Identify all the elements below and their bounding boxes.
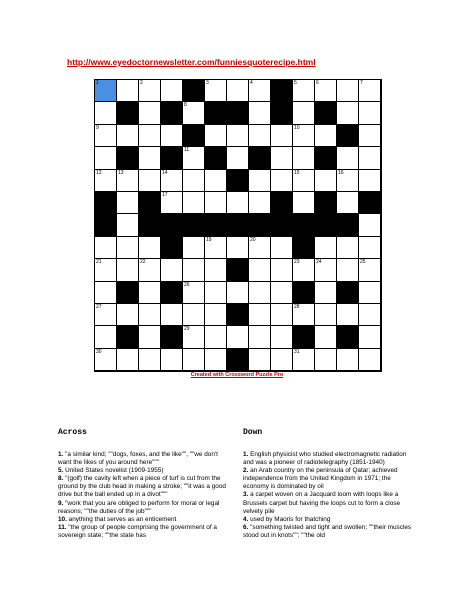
grid-cell[interactable]	[359, 349, 381, 371]
grid-cell[interactable]	[117, 237, 139, 259]
grid-cell[interactable]	[271, 349, 293, 371]
grid-cell[interactable]	[95, 349, 117, 371]
grid-cell[interactable]	[95, 259, 117, 281]
grid-cell[interactable]	[117, 259, 139, 281]
clue-number: 22	[140, 259, 146, 266]
black-square	[359, 192, 381, 214]
clue-number: 2	[140, 80, 143, 86]
across-clue	[58, 516, 228, 524]
grid-cell[interactable]	[205, 326, 227, 348]
grid-cell[interactable]	[95, 102, 117, 124]
black-square	[139, 192, 161, 214]
grid-cell[interactable]	[249, 259, 271, 281]
grid-cell[interactable]	[139, 170, 161, 192]
grid-cell[interactable]	[315, 326, 337, 348]
credit-link[interactable]: Created with Crossword Puzzle Pro	[190, 372, 284, 378]
clue-number: 21	[96, 259, 102, 266]
grid-cell[interactable]	[161, 80, 183, 102]
grid-cell[interactable]	[139, 80, 161, 102]
clue-number: 11	[184, 147, 190, 154]
black-square	[227, 259, 249, 281]
black-square	[293, 282, 315, 304]
grid-cell[interactable]	[337, 192, 359, 214]
grid-cell[interactable]	[95, 125, 117, 147]
down-clue	[243, 451, 415, 467]
grid-cell[interactable]	[359, 170, 381, 192]
grid-cell[interactable]	[337, 147, 359, 169]
down-heading: Down	[243, 428, 263, 437]
black-square	[205, 102, 227, 124]
grid-cell[interactable]	[95, 80, 117, 102]
down-clue	[243, 516, 415, 524]
clue-number: 26	[184, 281, 190, 288]
black-square	[315, 147, 337, 169]
grid-cell[interactable]	[337, 170, 359, 192]
clue-number: 5	[294, 80, 297, 86]
clue-number-label: 4.	[243, 515, 249, 523]
black-square	[161, 326, 183, 348]
black-square	[227, 304, 249, 326]
across-clue	[58, 451, 228, 467]
clue-number: 17	[162, 191, 168, 198]
grid-cell[interactable]	[183, 147, 205, 169]
black-square	[315, 192, 337, 214]
grid-cell[interactable]	[139, 125, 161, 147]
grid-cell[interactable]	[271, 170, 293, 192]
clue-number: 29	[184, 326, 190, 333]
grid-cell[interactable]	[249, 304, 271, 326]
clue-number-label: 6.	[243, 523, 249, 531]
grid-cell[interactable]	[293, 102, 315, 124]
grid-cell[interactable]	[271, 304, 293, 326]
grid-cell[interactable]	[249, 326, 271, 348]
black-square	[183, 80, 205, 102]
grid-cell[interactable]	[315, 304, 337, 326]
clue-number-label: 1.	[243, 451, 249, 458]
clue-text: used by Maoris for thatching	[248, 515, 331, 523]
black-square	[161, 102, 183, 124]
clue-number: 18	[162, 236, 168, 243]
clue-number: 15	[294, 169, 300, 176]
black-square	[315, 102, 337, 124]
black-square	[161, 147, 183, 169]
black-square	[249, 214, 271, 236]
clue-text: English physicist who studied electromagnetic radiation and was a pioneer of radiotelegraphy (1851-1940)	[243, 451, 407, 467]
black-square	[271, 80, 293, 102]
across-heading: Across	[58, 428, 87, 437]
clue-number: 23	[294, 259, 300, 266]
grid-cell[interactable]	[205, 304, 227, 326]
black-square	[161, 237, 183, 259]
across-clues-section	[58, 428, 228, 540]
clue-text: "something twisted and tight and swollen; ""their muscles stood out in knots""; ""the old	[243, 523, 412, 539]
black-square	[315, 214, 337, 236]
clue-number: 31	[294, 348, 300, 355]
grid-cell[interactable]	[95, 170, 117, 192]
clue-number: 4	[250, 80, 253, 86]
grid-cell[interactable]	[183, 237, 205, 259]
grid-cell[interactable]	[205, 192, 227, 214]
across-clue-list	[58, 451, 228, 540]
grid-cell[interactable]	[183, 349, 205, 371]
grid-cell[interactable]	[227, 147, 249, 169]
grid-cell[interactable]	[359, 237, 381, 259]
grid-cell[interactable]	[139, 237, 161, 259]
down-clue-list	[243, 451, 415, 540]
grid-cell[interactable]	[161, 259, 183, 281]
grid-cell[interactable]	[95, 147, 117, 169]
grid-cell[interactable]	[139, 349, 161, 371]
grid-cell[interactable]	[337, 304, 359, 326]
grid-cell[interactable]	[293, 304, 315, 326]
grid-cell[interactable]	[249, 102, 271, 124]
grid-cell[interactable]	[183, 102, 205, 124]
grid-cell[interactable]	[117, 170, 139, 192]
grid-cell[interactable]	[337, 237, 359, 259]
clue-text: a carpet woven on a Jacquard loom with loops like a Brussels carpet but having the loops cut to form a close velvety pile	[243, 491, 401, 515]
grid-cell[interactable]	[315, 80, 337, 102]
clue-number-label: 9.	[58, 499, 64, 507]
grid-cell[interactable]	[139, 147, 161, 169]
black-square	[117, 282, 139, 304]
grid-cell[interactable]	[117, 125, 139, 147]
clue-number: 10	[294, 124, 300, 131]
clue-number: 13	[118, 169, 124, 176]
grid-cell[interactable]	[227, 282, 249, 304]
black-square	[161, 214, 183, 236]
grid-cell[interactable]	[359, 304, 381, 326]
grid-cell[interactable]	[183, 282, 205, 304]
grid-cell[interactable]	[249, 349, 271, 371]
clue-number: 9	[96, 124, 99, 131]
black-square	[95, 214, 117, 236]
black-square	[271, 102, 293, 124]
grid-cell[interactable]	[205, 282, 227, 304]
clue-number: 27	[96, 303, 102, 310]
clue-number: 3	[206, 80, 209, 86]
grid-cell[interactable]	[337, 102, 359, 124]
across-clue	[58, 500, 228, 516]
grid-cell[interactable]	[183, 259, 205, 281]
across-clue	[58, 524, 228, 540]
black-square	[293, 214, 315, 236]
grid-cell[interactable]	[205, 125, 227, 147]
black-square	[117, 326, 139, 348]
grid-cell[interactable]	[161, 304, 183, 326]
grid-cell[interactable]	[139, 259, 161, 281]
grid-cell[interactable]	[117, 304, 139, 326]
black-square	[227, 170, 249, 192]
grid-cell[interactable]	[359, 102, 381, 124]
black-square	[117, 147, 139, 169]
grid-cell[interactable]	[183, 304, 205, 326]
grid-cell[interactable]	[161, 170, 183, 192]
black-square	[271, 214, 293, 236]
grid-cell[interactable]	[337, 349, 359, 371]
clue-text: anything that serves as an enticement	[66, 515, 177, 523]
grid-cell[interactable]	[249, 125, 271, 147]
down-clue	[243, 491, 415, 515]
grid-cell[interactable]	[95, 326, 117, 348]
grid-cell[interactable]	[359, 326, 381, 348]
grid-cell[interactable]	[271, 237, 293, 259]
clue-number-label: 2.	[243, 467, 249, 475]
grid-cell[interactable]	[293, 349, 315, 371]
clue-number: 20	[250, 236, 256, 243]
clue-text: "(golf) the cavity left when a piece of turf is cut from the ground by the club head in making a stroke; ""it was a good drive but the ball ended up in a divot"""	[58, 475, 226, 499]
grid-cell[interactable]	[271, 326, 293, 348]
grid-cell[interactable]	[249, 170, 271, 192]
clue-text: United States novelist (1909-1955)	[63, 467, 164, 475]
grid-cell[interactable]	[205, 170, 227, 192]
black-square	[183, 214, 205, 236]
crossword-grid	[94, 79, 382, 372]
down-clues-section	[243, 428, 415, 540]
down-clue	[243, 524, 415, 540]
grid-cell[interactable]	[95, 237, 117, 259]
grid-cell[interactable]	[161, 125, 183, 147]
grid-cell[interactable]	[139, 102, 161, 124]
grid-cell[interactable]	[293, 80, 315, 102]
grid-cell[interactable]	[227, 326, 249, 348]
grid-cell[interactable]	[337, 259, 359, 281]
clue-text: an Arab country on the peninsula of Qatar; achieved independence from the United Kingdom in 1971; the economy is dominated by oil	[243, 467, 398, 491]
black-square	[205, 147, 227, 169]
black-square	[227, 349, 249, 371]
clue-number: 1	[96, 80, 99, 86]
grid-cell[interactable]	[271, 282, 293, 304]
grid-cell[interactable]	[139, 304, 161, 326]
grid-cell[interactable]	[337, 80, 359, 102]
black-square	[337, 214, 359, 236]
black-square	[249, 147, 271, 169]
grid-cell[interactable]	[117, 192, 139, 214]
grid-cell[interactable]	[227, 237, 249, 259]
grid-cell[interactable]	[271, 125, 293, 147]
grid-cell[interactable]	[205, 237, 227, 259]
black-square	[205, 214, 227, 236]
grid-cell[interactable]	[359, 80, 381, 102]
clue-text: "a similar kind; ""dogs, foxes, and the like"", ""we don't want the likes of you around here"""	[58, 451, 218, 467]
black-square	[337, 282, 359, 304]
clue-number: 28	[294, 303, 300, 310]
black-square	[139, 214, 161, 236]
grid-cell[interactable]	[315, 170, 337, 192]
grid-cell[interactable]	[227, 80, 249, 102]
clue-number-label: 1.	[58, 451, 64, 458]
grid-cell[interactable]	[249, 237, 271, 259]
down-clue	[243, 467, 415, 491]
grid-cell[interactable]	[293, 147, 315, 169]
grid-cell[interactable]	[139, 282, 161, 304]
grid-cell[interactable]	[183, 192, 205, 214]
black-square	[271, 192, 293, 214]
black-square	[161, 282, 183, 304]
grid-cell[interactable]	[205, 80, 227, 102]
source-url-link[interactable]: http://www.eyedoctornewsletter.com/funniesquoterecipe.html	[67, 57, 316, 67]
grid-cell[interactable]	[95, 304, 117, 326]
grid-cell[interactable]	[293, 170, 315, 192]
black-square	[293, 237, 315, 259]
black-square	[337, 125, 359, 147]
grid-cell[interactable]	[359, 282, 381, 304]
grid-cell[interactable]	[315, 282, 337, 304]
grid-cell[interactable]	[183, 326, 205, 348]
clue-number-label: 8.	[58, 475, 64, 483]
grid-cell[interactable]	[161, 349, 183, 371]
grid-cell[interactable]	[359, 214, 381, 236]
grid-cell[interactable]	[183, 170, 205, 192]
black-square	[227, 102, 249, 124]
clue-number: 6	[316, 80, 319, 86]
grid-cell[interactable]	[95, 282, 117, 304]
clue-number: 19	[206, 236, 212, 243]
grid-cell[interactable]	[359, 147, 381, 169]
black-square	[227, 214, 249, 236]
grid-cell[interactable]	[315, 349, 337, 371]
grid-cell[interactable]	[249, 282, 271, 304]
grid-cell[interactable]	[315, 125, 337, 147]
grid-cell[interactable]	[359, 125, 381, 147]
grid-cell[interactable]	[161, 192, 183, 214]
grid-cell[interactable]	[117, 349, 139, 371]
grid-cell[interactable]	[205, 259, 227, 281]
clue-number: 16	[338, 169, 344, 176]
grid-cell[interactable]	[249, 80, 271, 102]
grid-cell[interactable]	[315, 259, 337, 281]
clue-number: 7	[360, 80, 363, 86]
clue-number-label: 5.	[58, 467, 64, 475]
black-square	[337, 326, 359, 348]
grid-cell[interactable]	[139, 326, 161, 348]
clue-number-label: 10.	[58, 515, 67, 523]
grid-cell[interactable]	[227, 125, 249, 147]
black-square	[95, 192, 117, 214]
clue-number: 14	[162, 169, 168, 176]
clue-text: "the group of people comprising the government of a sovereign state; ""the state has	[58, 523, 217, 539]
grid-cell[interactable]	[293, 125, 315, 147]
grid-cell[interactable]	[117, 80, 139, 102]
clue-number: 8	[184, 102, 187, 109]
grid-cell[interactable]	[117, 214, 139, 236]
grid-cell[interactable]	[359, 259, 381, 281]
clue-number: 24	[316, 259, 322, 266]
grid-cell[interactable]	[315, 237, 337, 259]
clue-text: "work that you are obliged to perform for moral or legal reasons; ""the duties of the job"""	[58, 499, 220, 515]
grid-cell[interactable]	[271, 259, 293, 281]
clue-number: 30	[96, 348, 102, 355]
grid-cell[interactable]	[271, 147, 293, 169]
grid-cell[interactable]	[293, 192, 315, 214]
grid-cell[interactable]	[293, 259, 315, 281]
clue-number-label: 3.	[243, 491, 249, 499]
clue-number: 25	[360, 259, 366, 266]
grid-cell[interactable]	[227, 192, 249, 214]
black-square	[293, 326, 315, 348]
across-clue	[58, 467, 228, 475]
grid-cell[interactable]	[205, 349, 227, 371]
black-square	[183, 125, 205, 147]
black-square	[117, 102, 139, 124]
grid-cell[interactable]	[249, 192, 271, 214]
across-clue	[58, 475, 228, 499]
clue-number-label: 11.	[58, 523, 67, 531]
clue-number: 12	[96, 169, 102, 176]
